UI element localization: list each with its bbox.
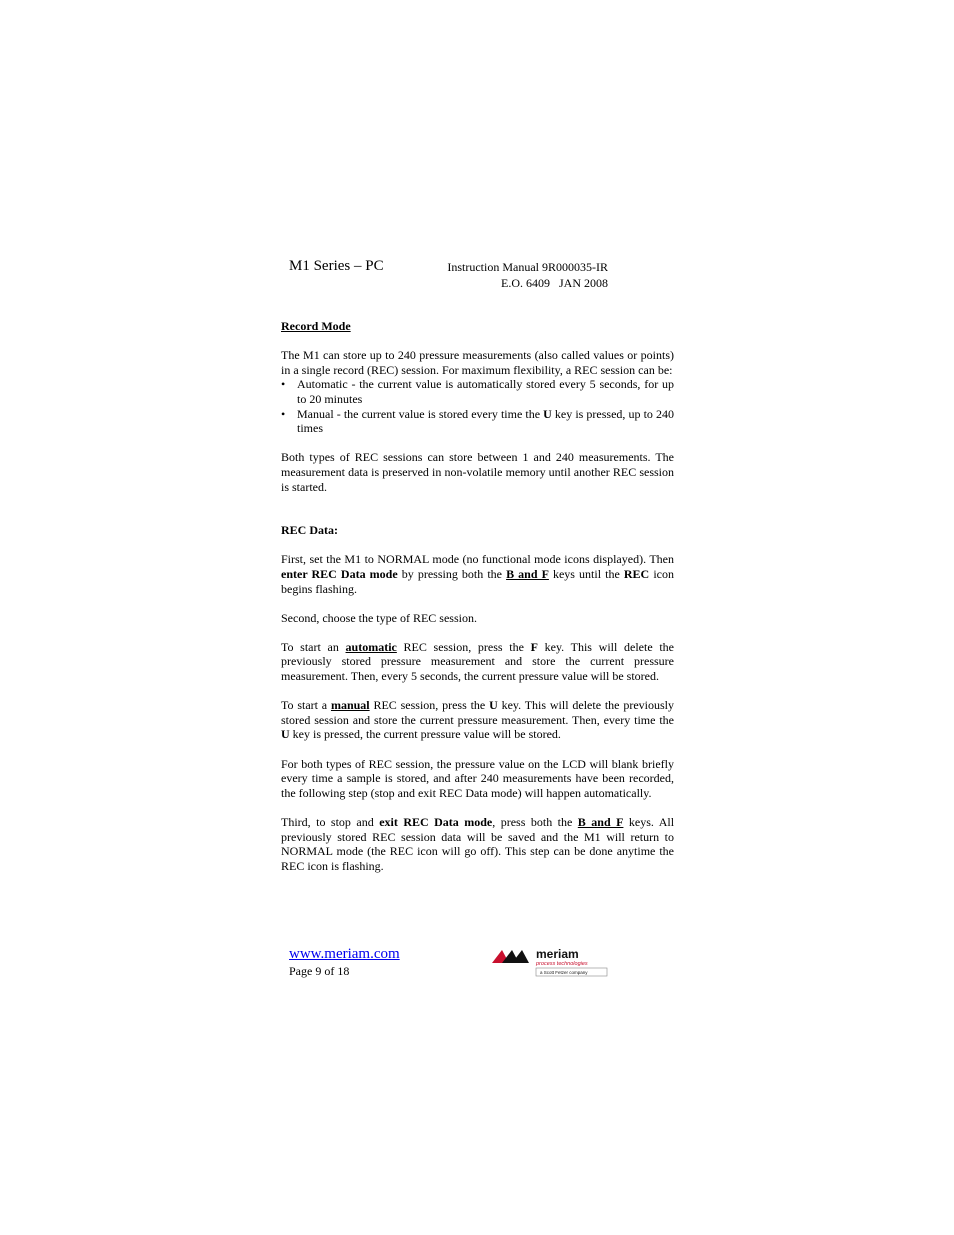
first-step-paragraph: First, set the M1 to NORMAL mode (no functional mode icons displayed). Then enter REC Data mode by pressing both the B and F keys until the REC icon begins flashing. [281,552,674,596]
manual-id [441,259,608,291]
bullet-icon: • [281,377,286,392]
rec-data-heading: REC Data: [281,523,338,538]
session-type-list [281,377,674,435]
svg-text:process technologies: process technologies [536,961,588,967]
svg-text:a Scott Fetzer company: a Scott Fetzer company [540,970,588,975]
third-step-paragraph: Third, to stop and exit REC Data mode, press both the B and F keys. All previously stored REC session data will be saved and the M1 will return to NORMAL mode (the REC icon will go off). This step can be done anytime the REC icon is flashing. [281,815,675,873]
series-title: M1 Series – PC [289,258,384,274]
automatic-paragraph: To start an automatic REC session, press the F key. This will delete the previously stored pressure measurement and store the current pressure measurement. Then, every 5 seconds, the current pressure value will be stored. [281,639,674,684]
second-step-paragraph: Second, choose the type of REC session. [281,610,477,625]
both-types-paragraph: Both types of REC sessions can store between 1 and 240 measurements. The measurement data is preserved in non-volatile memory until another REC session is started. [281,450,674,494]
page-number: Page 9 of 18 [289,964,350,978]
record-mode-heading: Record Mode [281,319,351,333]
manual-date: E.O. 6409 JAN 2008 [501,276,608,290]
both-types-rec-paragraph: For both types of REC session, the pressure value on the LCD will blank briefly every time a sample is stored, and after 240 measurements have been recorded, the following step (stop and exit REC Data mode) will happen automatically. [281,756,674,800]
list-item: • Automatic - the current value is automatically stored every 5 seconds, for up to 20 minutes [281,377,674,406]
manual-paragraph: To start a manual REC session, press the U key. This will delete the previously stored session and store the current pressure measurement. Then, every time the U key is pressed, the current pressure value will be stored. [281,698,674,742]
bullet-icon: • [281,406,286,421]
meriam-logo [492,947,610,977]
svg-text:meriam: meriam [536,947,579,961]
list-item: • Manual - the current value is stored every time the U key is pressed, up to 240 times [281,406,674,436]
record-mode-intro: The M1 can store up to 240 pressure measurements (also called values or points) in a single record (REC) session. For maximum flexibility, a REC session can be: [281,348,674,377]
document-body [281,319,674,873]
manual-number: Instruction Manual 9R000035-IR [447,260,608,274]
website-link[interactable]: www.meriam.com [289,946,400,962]
